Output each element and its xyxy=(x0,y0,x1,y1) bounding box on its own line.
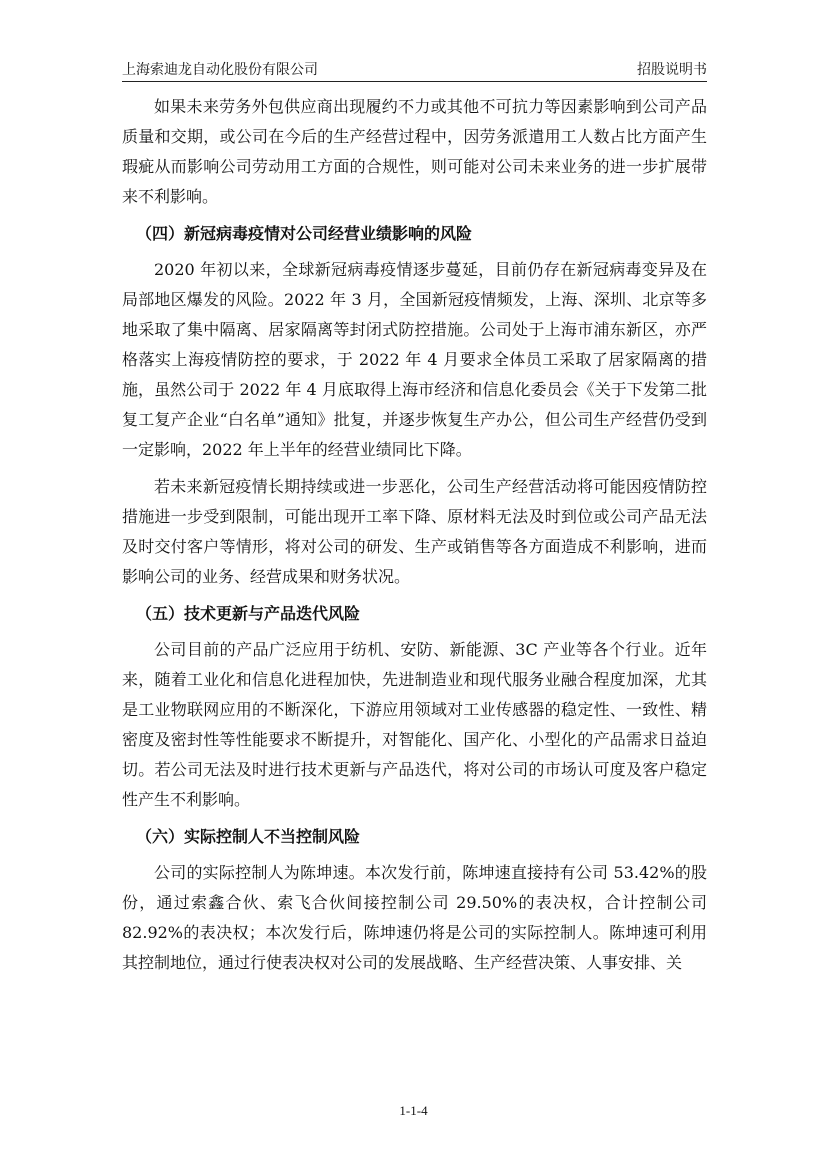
paragraph-covid-impact: 2020 年初以来，全球新冠病毒疫情逐步蔓延，目前仍存在新冠病毒变异及在局部地区爆发的风险。2022 年 3 月，全国新冠疫情频发，上海、深圳、北京等多地采取了集中隔离、居家隔离等封闭式防控措施。公司处于上海市浦东新区，亦严格落实上海疫情防控的要求，于 2022 年 4 月要求全体员工采取了居家隔离的措施，虽然公司于 2022 年 4 月底取得上海市经济和信息化委员会《关于下发第二批复工复产企业“白名单”通知》批复，并逐步恢复生产办公，但公司生产经营仍受到一定影响，2022 年上半年的经营业绩同比下降。 xyxy=(122,260,707,459)
section-heading-tech-risk: （五）技术更新与产品迭代风险 xyxy=(136,604,361,623)
section-heading-control-risk: （六）实际控制人不当控制风险 xyxy=(136,827,361,846)
paragraph-controller: 公司的实际控制人为陈坤速。本次发行前，陈坤速直接持有公司 53.42%的股份，通过索鑫合伙、索飞合伙间接控制公司 29.50%的表决权，合计控制公司 82.92%的表决权；本次发行后，陈坤速仍将是公司的实际控制人。陈坤速可利用其控制地位，通过行使表决权对公司的发展战略、生产经营决策、人事安排、关 xyxy=(122,863,707,972)
paragraph-tech-update: 公司目前的产品广泛应用于纺机、安防、新能源、3C 产业等各个行业。近年来，随着工业化和信息化进程加快，先进制造业和现代服务业融合程度加深，尤其是工业物联网应用的不断深化，下游应用领域对工业传感器的稳定性、一致性、精密度及密封性等性能要求不断提升，对智能化、国产化、小型化的产品需求日益迫切。若公司无法及时进行技术更新与产品迭代，将对公司的市场认可度及客户稳定性产生不利影响。 xyxy=(122,640,707,809)
paragraph-covid-future: 若未来新冠疫情长期持续或进一步恶化，公司生产经营活动将可能因疫情防控措施进一步受到限制，可能出现开工率下降、原材料无法及时到位或公司产品无法及时交付客户等情形，将对公司的研发、生产或销售等各方面造成不利影响，进而影响公司的业务、经营成果和财务状况。 xyxy=(122,477,707,586)
company-name: 上海索迪龙自动化股份有限公司 xyxy=(122,62,318,78)
page-content xyxy=(122,92,707,985)
document-type: 招股说明书 xyxy=(637,62,707,78)
paragraph-labor-outsourcing: 如果未来劳务外包供应商出现履约不力或其他不可抗力等因素影响到公司产品质量和交期，或公司在今后的生产经营过程中，因劳务派遣用工人数占比方面产生瑕疵从而影响公司劳动用工方面的合规性，则可能对公司未来业务的进一步扩展带来不利影响。 xyxy=(122,97,707,206)
section-heading-covid-risk: （四）新冠病毒疫情对公司经营业绩影响的风险 xyxy=(136,224,473,243)
page-header xyxy=(122,55,707,82)
page-number: 1-1-4 xyxy=(399,1103,428,1118)
